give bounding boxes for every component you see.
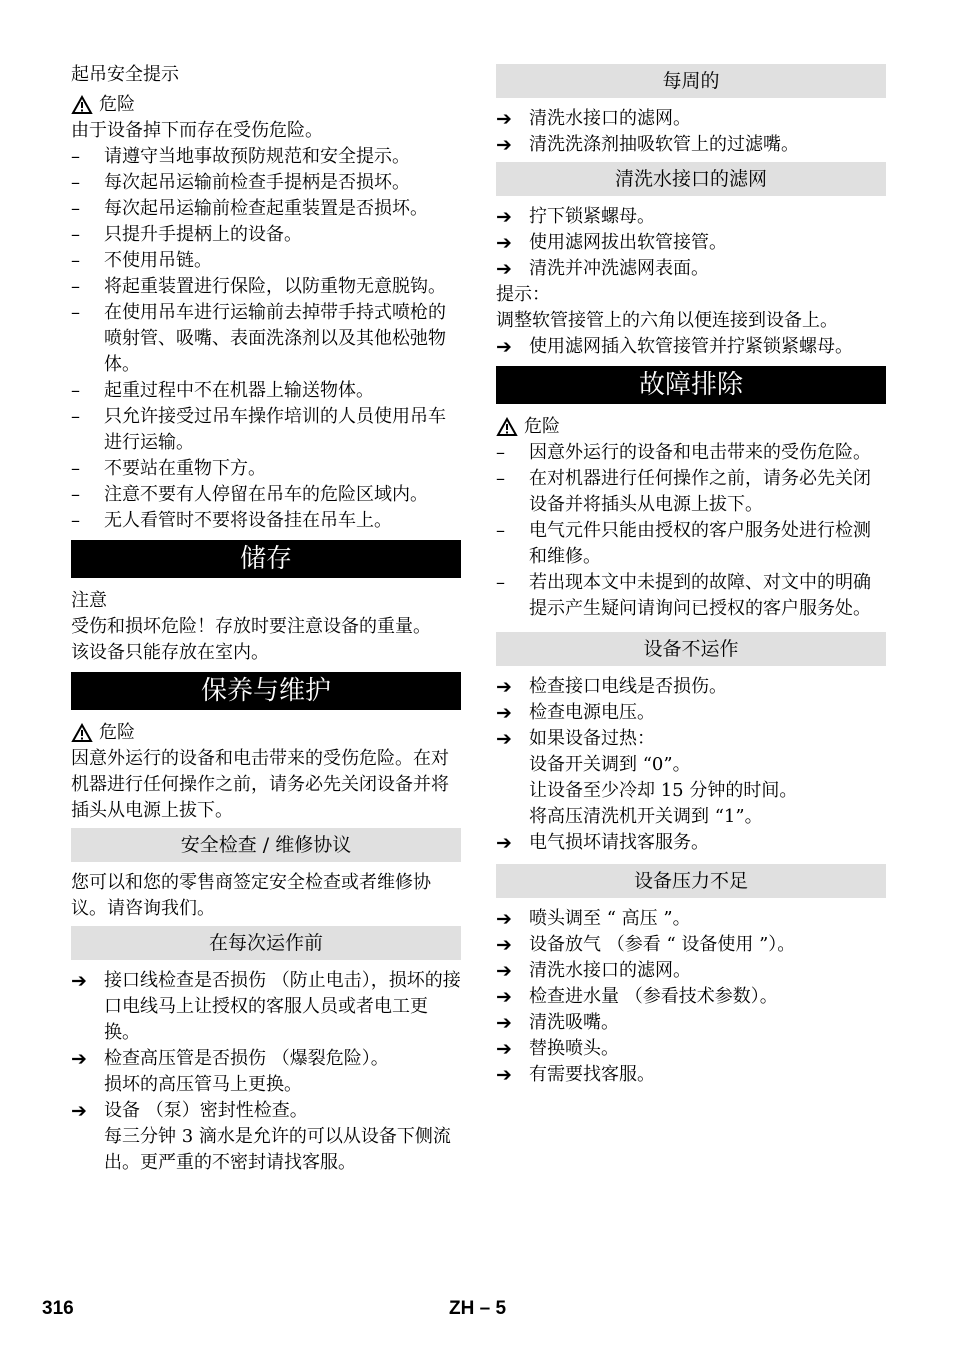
list-item: – 无人看管时不要将设备挂在吊车上。 <box>71 508 461 534</box>
list-item: – 每次起吊运输前检查手提柄是否损坏。 <box>71 170 461 196</box>
lifting-list <box>71 144 461 534</box>
dash-marker: – <box>71 458 80 479</box>
lifting-safety-title: 起吊安全提示 <box>71 64 179 85</box>
list-item: ➔ 电气损坏请找客服务。 <box>496 832 709 854</box>
list-item: – 在对机器进行任何操作之前，请务必先关闭设备并将插头从电源上拔下。 <box>496 466 886 518</box>
safety-check-paragraph: 您可以和您的零售商签定安全检查或者维修协议。请咨询我们。 <box>71 872 431 919</box>
list-item-subtext: 将高压清洗机开关调到 “1”。 <box>529 806 763 827</box>
dash-marker: – <box>71 250 80 271</box>
list-item: – 请遵守当地事故预防规范和安全提示。 <box>71 144 461 170</box>
arrow-icon: ➔ <box>496 258 512 280</box>
dash-marker: – <box>71 380 80 401</box>
warning-triangle-icon <box>496 417 518 437</box>
list-item: ➔ 清洗并冲洗滤网表面。 <box>496 258 709 280</box>
arrow-icon: ➔ <box>496 108 512 130</box>
list-item: – 若出现本文中未提到的故障、对文中的明确提示产生疑问请询问已授权的客户服务处。 <box>496 570 886 622</box>
list-item: ➔ 清洗水接口的滤网。 <box>496 960 691 982</box>
dash-marker: – <box>496 442 505 463</box>
arrow-icon: ➔ <box>496 832 512 854</box>
warning-triangle-icon <box>71 95 93 115</box>
right-column <box>496 62 886 1088</box>
dash-marker: – <box>71 302 80 323</box>
list-item: ➔ 拧下锁紧螺母。 <box>496 206 655 228</box>
dash-marker: – <box>71 406 80 427</box>
list-item: ➔ 设备 （泵）密封性检查。 <box>71 1100 308 1122</box>
arrow-icon: ➔ <box>496 676 512 698</box>
dash-marker: – <box>71 276 80 297</box>
arrow-icon: ➔ <box>496 986 512 1008</box>
list-item: ➔ 设备放气 （参看 “ 设备使用 ”）。 <box>496 934 796 956</box>
hint-text: 调整软管接管上的六角以便连接到设备上。 <box>496 310 838 331</box>
arrow-icon: ➔ <box>71 1100 87 1122</box>
dash-marker: – <box>496 468 505 489</box>
list-item: ➔ 喷头调至 “ 高压 ”。 <box>496 908 691 930</box>
list-item: ➔ 使用滤网插入软管接管并拧紧锁紧螺母。 <box>496 336 853 358</box>
maintenance-paragraph: 因意外运行的设备和电击带来的受伤危险。在对机器进行任何操作之前，请务必先关闭设备并将插头从电源上拔下。 <box>71 748 449 821</box>
list-item: ➔ 清洗水接口的滤网。 <box>496 108 691 130</box>
arrow-icon: ➔ <box>496 908 512 930</box>
filter-cleaning-heading: 清洗水接口的滤网 <box>496 162 886 196</box>
list-item: ➔ 检查进水量 （参看技术参数）。 <box>496 986 778 1008</box>
danger-notice <box>71 720 461 746</box>
dash-marker: – <box>71 146 80 167</box>
dash-marker: – <box>496 572 505 593</box>
list-item: – 注意不要有人停留在吊车的危险区域内。 <box>71 482 461 508</box>
dash-marker: – <box>71 224 80 245</box>
list-item: – 不要站在重物下方。 <box>71 456 461 482</box>
list-item: ➔ 替换喷头。 <box>496 1038 619 1060</box>
danger-label: 危险 <box>99 94 135 115</box>
arrow-icon: ➔ <box>496 206 512 228</box>
list-item: – 因意外运行的设备和电击带来的受伤危险。 <box>496 440 886 466</box>
arrow-icon: ➔ <box>71 970 87 992</box>
safety-check-heading: 安全检查 / 维修协议 <box>71 828 461 862</box>
device-not-running-heading: 设备不运作 <box>496 632 886 666</box>
list-item: – 不使用吊链。 <box>71 248 461 274</box>
dash-marker: – <box>71 198 80 219</box>
list-item: – 只提升手提柄上的设备。 <box>71 222 461 248</box>
list-item: ➔ 有需要找客服。 <box>496 1064 655 1086</box>
list-item: ➔ 清洗吸嘴。 <box>496 1012 619 1034</box>
list-item: – 在使用吊车进行运输前去掉带手持式喷枪的喷射管、吸嘴、表面洗涤剂以及其他松弛物体。 <box>71 300 461 378</box>
lifting-intro: 由于设备掉下而存在受伤危险。 <box>71 120 323 141</box>
list-item: – 每次起吊运输前检查起重装置是否损坏。 <box>71 196 461 222</box>
list-item: – 只允许接受过吊车操作培训的人员使用吊车进行运输。 <box>71 404 461 456</box>
storage-note-label: 注意 <box>71 590 107 611</box>
list-item: – 将起重装置进行保险，以防重物无意脱钩。 <box>71 274 461 300</box>
list-item: ➔ 检查接口电线是否损伤。 <box>496 676 727 698</box>
low-pressure-heading: 设备压力不足 <box>496 864 886 898</box>
list-item-subtext: 设备开关调到 “0”。 <box>529 754 691 775</box>
dash-marker: – <box>71 172 80 193</box>
list-item: – 电气元件只能由授权的客户服务处进行检测和维修。 <box>496 518 886 570</box>
page-number: 316 <box>42 1298 74 1319</box>
list-item-subtext: 每三分钟 3 滴水是允许的可以从设备下侧流出。更严重的不密封请找客服。 <box>104 1126 451 1173</box>
danger-label: 危险 <box>524 416 560 437</box>
arrow-icon: ➔ <box>496 1038 512 1060</box>
left-column <box>71 62 461 1176</box>
list-item-subtext: 损坏的高压管马上更换。 <box>104 1074 302 1095</box>
troubleshooting-heading: 故障排除 <box>496 366 886 404</box>
storage-paragraph-1: 受伤和损坏危险！存放时要注意设备的重量。 <box>71 616 431 637</box>
arrow-icon: ➔ <box>496 1012 512 1034</box>
list-item: ➔ 检查电源电压。 <box>496 702 655 724</box>
maintenance-heading: 保养与维护 <box>71 672 461 710</box>
danger-label: 危险 <box>99 722 135 743</box>
list-item-subtext: 让设备至少冷却 15 分钟的时间。 <box>529 780 798 801</box>
arrow-icon: ➔ <box>496 960 512 982</box>
storage-paragraph-2: 该设备只能存放在室内。 <box>71 642 269 663</box>
hint-label: 提示： <box>496 284 550 305</box>
arrow-icon: ➔ <box>496 232 512 254</box>
dash-marker: – <box>71 484 80 505</box>
dash-marker: – <box>71 510 80 531</box>
arrow-icon: ➔ <box>71 1048 87 1070</box>
list-item: ➔ 使用滤网拔出软管接管。 <box>496 232 727 254</box>
list-item: ➔ 清洗洗涤剂抽吸软管上的过滤嘴。 <box>496 134 799 156</box>
section-label: ZH – 5 <box>449 1298 507 1319</box>
warning-triangle-icon <box>71 723 93 743</box>
before-operation-list <box>71 968 461 1176</box>
arrow-icon: ➔ <box>496 702 512 724</box>
list-item: ➔ 如果设备过热： <box>496 728 655 750</box>
storage-heading: 储存 <box>71 540 461 578</box>
arrow-icon: ➔ <box>496 934 512 956</box>
arrow-icon: ➔ <box>496 336 512 358</box>
weekly-heading: 每周的 <box>496 64 886 98</box>
arrow-icon: ➔ <box>496 134 512 156</box>
dash-marker: – <box>496 520 505 541</box>
danger-notice <box>496 414 886 440</box>
list-item: ➔ 接口线检查是否损伤 （防止电击），损坏的接口电线马上让授权的客服人员或者电工更换。 <box>71 968 461 1046</box>
arrow-icon: ➔ <box>496 728 512 750</box>
danger-notice <box>71 92 461 118</box>
before-operation-heading: 在每次运作前 <box>71 926 461 960</box>
list-item: – 起重过程中不在机器上输送物体。 <box>71 378 461 404</box>
list-item: ➔ 检查高压管是否损伤 （爆裂危险）。 <box>71 1048 389 1070</box>
arrow-icon: ➔ <box>496 1064 512 1086</box>
